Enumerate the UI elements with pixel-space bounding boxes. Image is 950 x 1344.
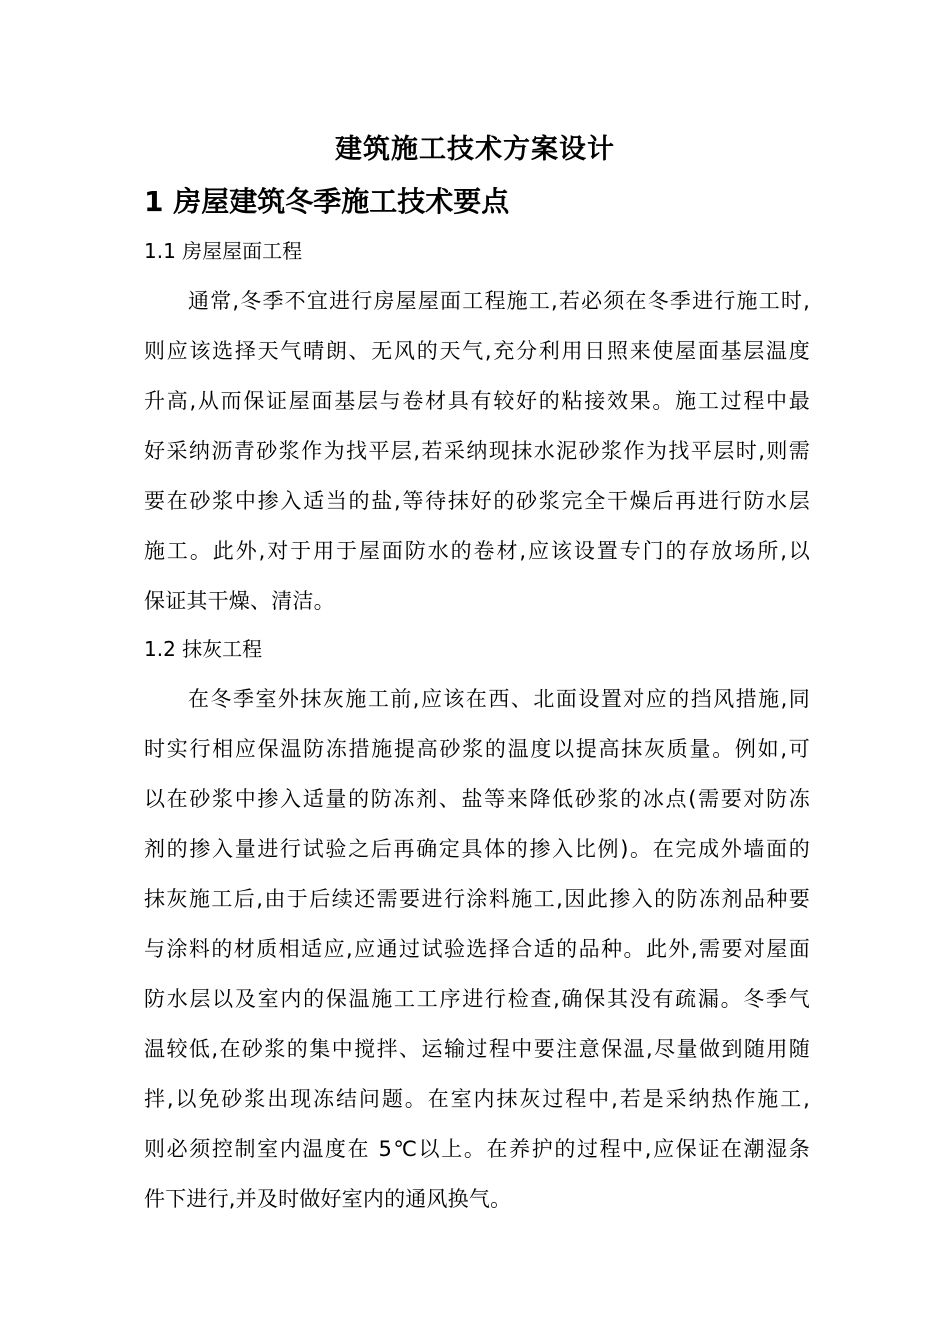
paragraph-line: 抹灰施工后,由于后续还需要进行涂料施工,因此掺入的防冻剂品种要 (144, 887, 810, 911)
paragraph-line: 施工。此外,对于用于屋面防水的卷材,应该设置专门的存放场所,以 (144, 539, 810, 563)
paragraph-line: 件下进行,并及时做好室内的通风换气。 (144, 1187, 512, 1211)
document-title: 建筑施工技术方案设计 (335, 134, 615, 165)
subsection-heading-roof: 1.1 房屋屋面工程 (144, 239, 303, 263)
paragraph-line: 则必须控制室内温度在 5℃以上。在养护的过程中,应保证在潮湿条 (144, 1137, 810, 1161)
paragraph-line: 在冬季室外抹灰施工前,应该在西、北面设置对应的挡风措施,同 (188, 687, 810, 711)
section-heading: 1 房屋建筑冬季施工技术要点 (144, 185, 510, 218)
paragraph-line: 防水层以及室内的保温施工工序进行检查,确保其没有疏漏。冬季气 (144, 987, 810, 1011)
paragraph-line: 要在砂浆中掺入适当的盐,等待抹好的砂浆完全干燥后再进行防水层 (144, 489, 810, 513)
paragraph-roof (144, 286, 810, 636)
paragraph-line: 剂的掺入量进行试验之后再确定具体的掺入比例)。在完成外墙面的 (144, 837, 810, 861)
paragraph-line: 升高,从而保证屋面基层与卷材具有较好的粘接效果。施工过程中最 (144, 389, 810, 413)
paragraph-plastering (144, 684, 810, 1234)
paragraph-line: 温较低,在砂浆的集中搅拌、运输过程中要注意保温,尽量做到随用随 (144, 1037, 810, 1061)
paragraph-line: 通常,冬季不宜进行房屋屋面工程施工,若必须在冬季进行施工时, (188, 289, 810, 313)
subsection-heading-plastering: 1.2 抹灰工程 (144, 637, 263, 661)
paragraph-line: 以在砂浆中掺入适量的防冻剂、盐等来降低砂浆的冰点(需要对防冻 (144, 787, 810, 811)
paragraph-line: 好采纳沥青砂浆作为找平层,若采纳现抹水泥砂浆作为找平层时,则需 (144, 439, 810, 463)
paragraph-line: 时实行相应保温防冻措施提高砂浆的温度以提高抹灰质量。例如,可 (144, 737, 810, 761)
paragraph-line: 拌,以免砂浆出现冻结问题。在室内抹灰过程中,若是采纳热作施工, (144, 1087, 810, 1111)
paragraph-line: 与涂料的材质相适应,应通过试验选择合适的品种。此外,需要对屋面 (144, 937, 810, 961)
paragraph-line: 保证其干燥、清洁。 (144, 589, 335, 613)
paragraph-line: 则应该选择天气晴朗、无风的天气,充分利用日照来使屋面基层温度 (144, 339, 810, 363)
